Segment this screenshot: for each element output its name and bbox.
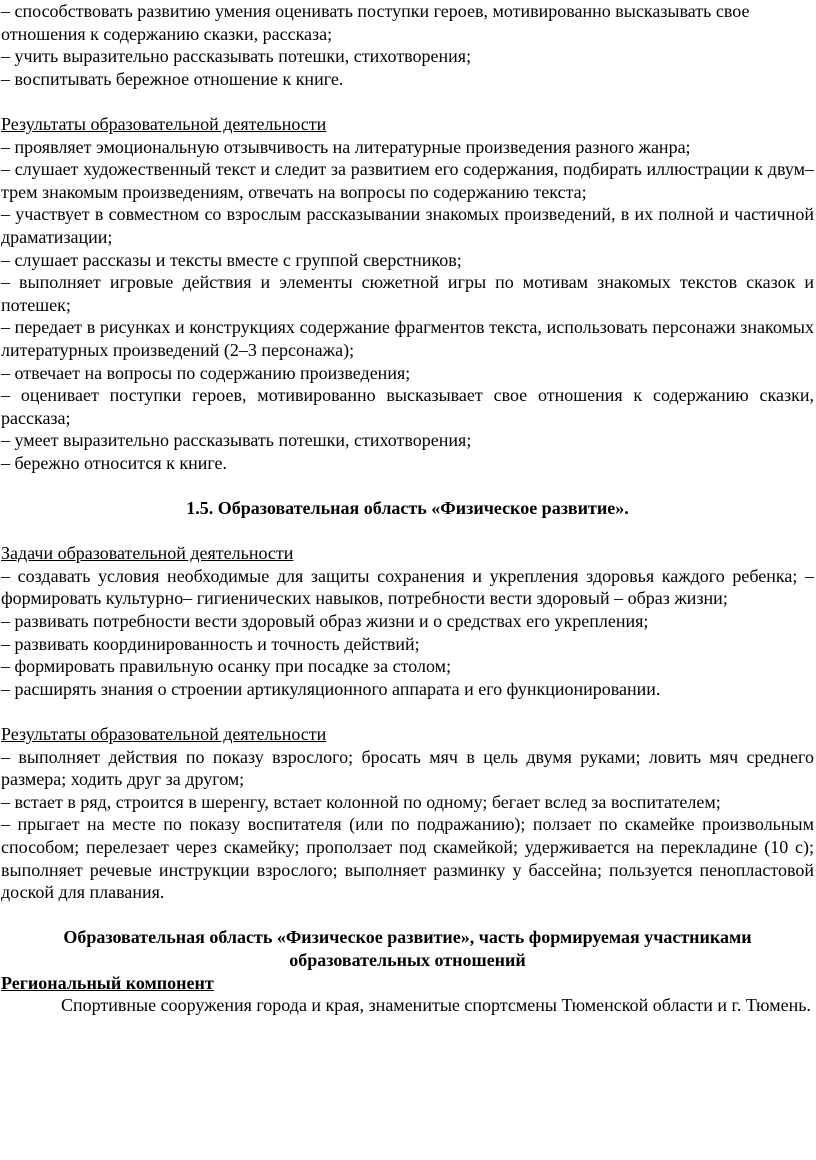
spacer bbox=[1, 90, 814, 113]
intro-line: – воспитывать бережное отношение к книге. bbox=[1, 68, 344, 89]
intro-line: отношения к содержанию сказки, рассказа; bbox=[1, 23, 333, 44]
task-item: – создавать условия необходимые для защиты сохранения и укрепления здоровья каждого ребенка; – формировать культурно– гигиенических навыков, потребности вести здоровый – образ жизни; bbox=[1, 565, 814, 609]
result-item: – выполняет действия по показу взрослого; бросать мяч в цель двумя руками; ловить мяч среднего размера; ходить друг за другом; bbox=[1, 746, 814, 790]
document-page bbox=[1, 0, 814, 1017]
spacer bbox=[1, 904, 814, 927]
result-item: – проявляет эмоциональную отзывчивость на литературные произведения разного жанра; bbox=[1, 136, 691, 157]
regional-title-line: Образовательная область «Физическое развитие», часть формируемая участниками bbox=[63, 927, 752, 948]
spacer bbox=[1, 474, 814, 497]
results-section-1 bbox=[1, 113, 814, 475]
result-item: – слушает художественный текст и следит за развитием его содержания, подбирать иллюстрации к двум–трем знакомым произведениям, отвечать на вопросы по содержанию текста; bbox=[1, 159, 814, 202]
task-item: – расширять знания о строении артикуляционного аппарата и его функционировании. bbox=[1, 678, 661, 699]
task-item: – формировать правильную осанку при посадке за столом; bbox=[1, 656, 452, 677]
result-item: – бережно относится к книге. bbox=[1, 452, 228, 473]
result-item: – отвечает на вопросы по содержанию произведения; bbox=[1, 362, 411, 383]
spacer bbox=[1, 520, 814, 543]
result-item: – умеет выразительно рассказывать потешки, стихотворения; bbox=[1, 430, 472, 451]
result-item: – выполняет игровые действия и элементы сюжетной игры по мотивам знакомых текстов сказок и потешек; bbox=[1, 272, 814, 315]
task-item: – развивать потребности вести здоровый образ жизни и о средствах его укрепления; bbox=[1, 611, 649, 632]
regional-title-line: образовательных отношений bbox=[289, 949, 526, 970]
results-section-2 bbox=[1, 723, 814, 904]
regional-subheading: Региональный компонент bbox=[1, 972, 214, 993]
results-heading: Результаты образовательной деятельности bbox=[1, 724, 327, 744]
result-item: – встает в ряд, строится в шеренгу, встает колонной по одному; бегает вслед за воспитателем; bbox=[1, 791, 721, 812]
intro-line: – учить выразительно рассказывать потешки, стихотворения; bbox=[1, 46, 472, 67]
tasks-section bbox=[1, 542, 814, 700]
intro-line: – способствовать развитию умения оценивать поступки героев, мотивированно высказывать свое bbox=[1, 1, 750, 21]
intro-list bbox=[1, 0, 814, 90]
tasks-heading: Задачи образовательной деятельности bbox=[1, 543, 294, 564]
result-item: – слушает рассказы и тексты вместе с группой сверстников; bbox=[1, 249, 462, 270]
task-item: – развивать координированность и точность действий; bbox=[1, 633, 420, 654]
result-item: – прыгает на месте по показу воспитателя (или по подражанию); ползает по скамейке произвольным способом; перелезает через скамейку; проползает под скамейкой; удерживается на перекладине (10 с); выполняет речевые инструкции взрослого; выполняет разминку у бассейна; пользуется пенопластовой доской для плавания. bbox=[1, 814, 814, 903]
results-heading: Результаты образовательной деятельности bbox=[1, 113, 327, 134]
regional-section bbox=[1, 926, 814, 1016]
result-item: – оценивает поступки героев, мотивированно высказывает свое отношения к содержанию сказки, рассказа; bbox=[1, 385, 814, 428]
result-item: – участвует в совместном со взрослым рассказывании знакомых произведений, в их полной и частичной драматизации; bbox=[1, 204, 814, 247]
section-title: 1.5. Образовательная область «Физическое развитие». bbox=[186, 498, 629, 519]
spacer bbox=[1, 700, 814, 723]
result-item: – передает в рисунках и конструкциях содержание фрагментов текста, использовать персонажи знакомых литературных произведений (2–3 персонажа); bbox=[1, 317, 814, 360]
regional-text: Спортивные сооружения города и края, знаменитые спортсмены Тюменской области и г. Тюмень. bbox=[61, 995, 811, 1016]
